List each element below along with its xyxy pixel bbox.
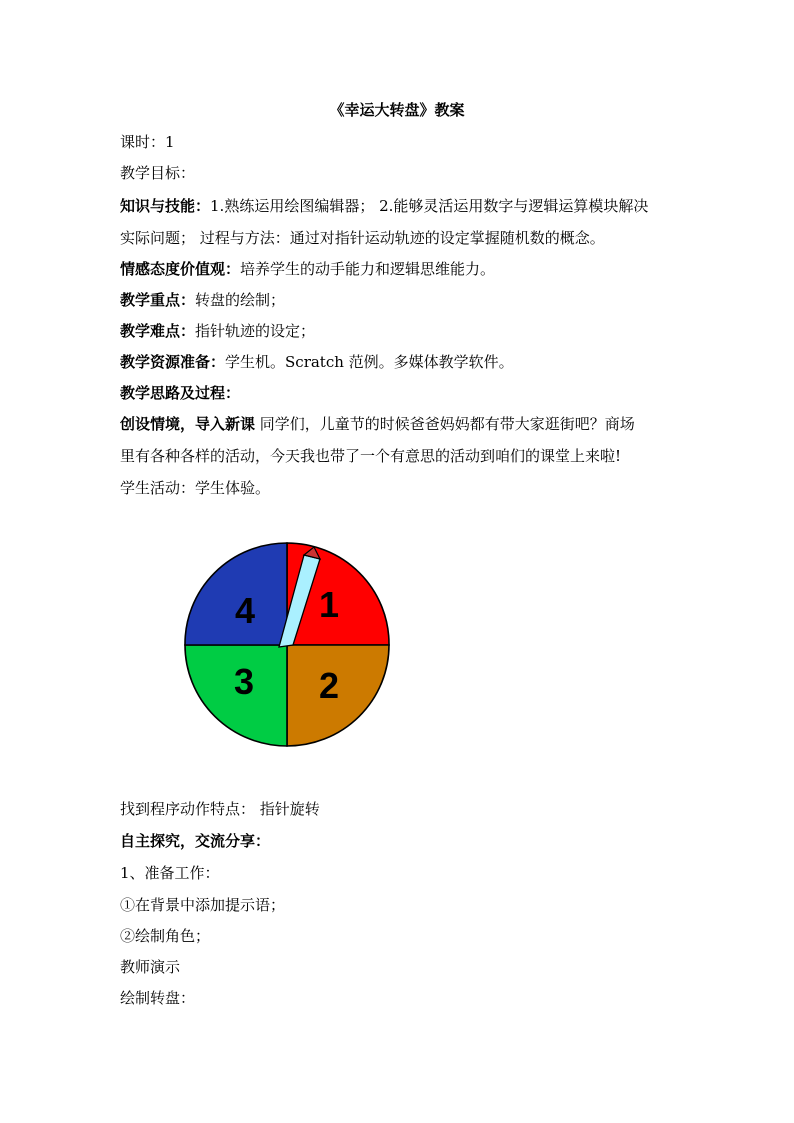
- process-heading: 教学思路及过程：: [120, 384, 241, 402]
- emotion-paragraph: [120, 258, 680, 280]
- key-point-paragraph: [120, 289, 680, 311]
- prep-step-2: ②绘制角色；: [120, 927, 211, 945]
- skills-label: 知识与技能：: [120, 197, 211, 215]
- wheel-label-2: 2: [318, 665, 340, 706]
- skills-paragraph-line-1: [120, 195, 680, 217]
- goals-heading: 教学目标：: [120, 164, 196, 182]
- program-feature: 找到程序动作特点： 指针旋转: [120, 800, 320, 818]
- difficulty-paragraph: [120, 320, 680, 342]
- emotion-label: 情感态度价值观：: [120, 260, 241, 278]
- key-text: 转盘的绘制；: [195, 291, 286, 309]
- wheel-label-4: 4: [234, 590, 256, 631]
- wheel-label-3: 3: [233, 661, 255, 702]
- prep-step-1: ①在背景中添加提示语；: [120, 896, 286, 914]
- difficulty-text: 指针轨迹的设定；: [195, 322, 316, 340]
- intro-text-1: 同学们，儿童节的时候爸爸妈妈都有带大家逛街吧？商场: [255, 415, 635, 433]
- wheel-label-1: 1: [318, 584, 340, 625]
- student-activity: 学生活动：学生体验。: [120, 479, 271, 497]
- difficulty-label: 教学难点：: [120, 322, 196, 340]
- intro-paragraph-line-1: [120, 413, 680, 435]
- page-title: 《幸运大转盘》教案: [329, 101, 465, 119]
- explore-heading: 自主探究，交流分享：: [120, 832, 271, 850]
- intro-label: 创设情境，导入新课: [120, 415, 256, 433]
- skills-text-1: 1.熟练运用绘图编辑器； 2.能够灵活运用数字与逻辑运算模块解决: [210, 197, 649, 215]
- skills-paragraph-line-2: 实际问题； 过程与方法：通过对指针运动轨迹的设定掌握随机数的概念。: [120, 229, 605, 247]
- key-label: 教学重点：: [120, 291, 196, 309]
- emotion-text: 培养学生的动手能力和逻辑思维能力。: [240, 260, 496, 278]
- prep-heading: 1、准备工作：: [120, 864, 220, 882]
- lucky-wheel-illustration: [180, 535, 400, 750]
- draw-wheel-heading: 绘制转盘：: [120, 989, 196, 1007]
- lesson-hours: 课时：1: [120, 133, 175, 151]
- resources-label: 教学资源准备：: [120, 353, 226, 371]
- resources-text: 学生机。Scratch 范例。多媒体教学软件。: [225, 353, 514, 371]
- intro-paragraph-line-2: 里有各种各样的活动，今天我也带了一个有意思的活动到咱们的课堂上来啦!: [120, 447, 622, 465]
- teacher-demo: 教师演示: [120, 958, 181, 976]
- resources-paragraph: [120, 351, 680, 373]
